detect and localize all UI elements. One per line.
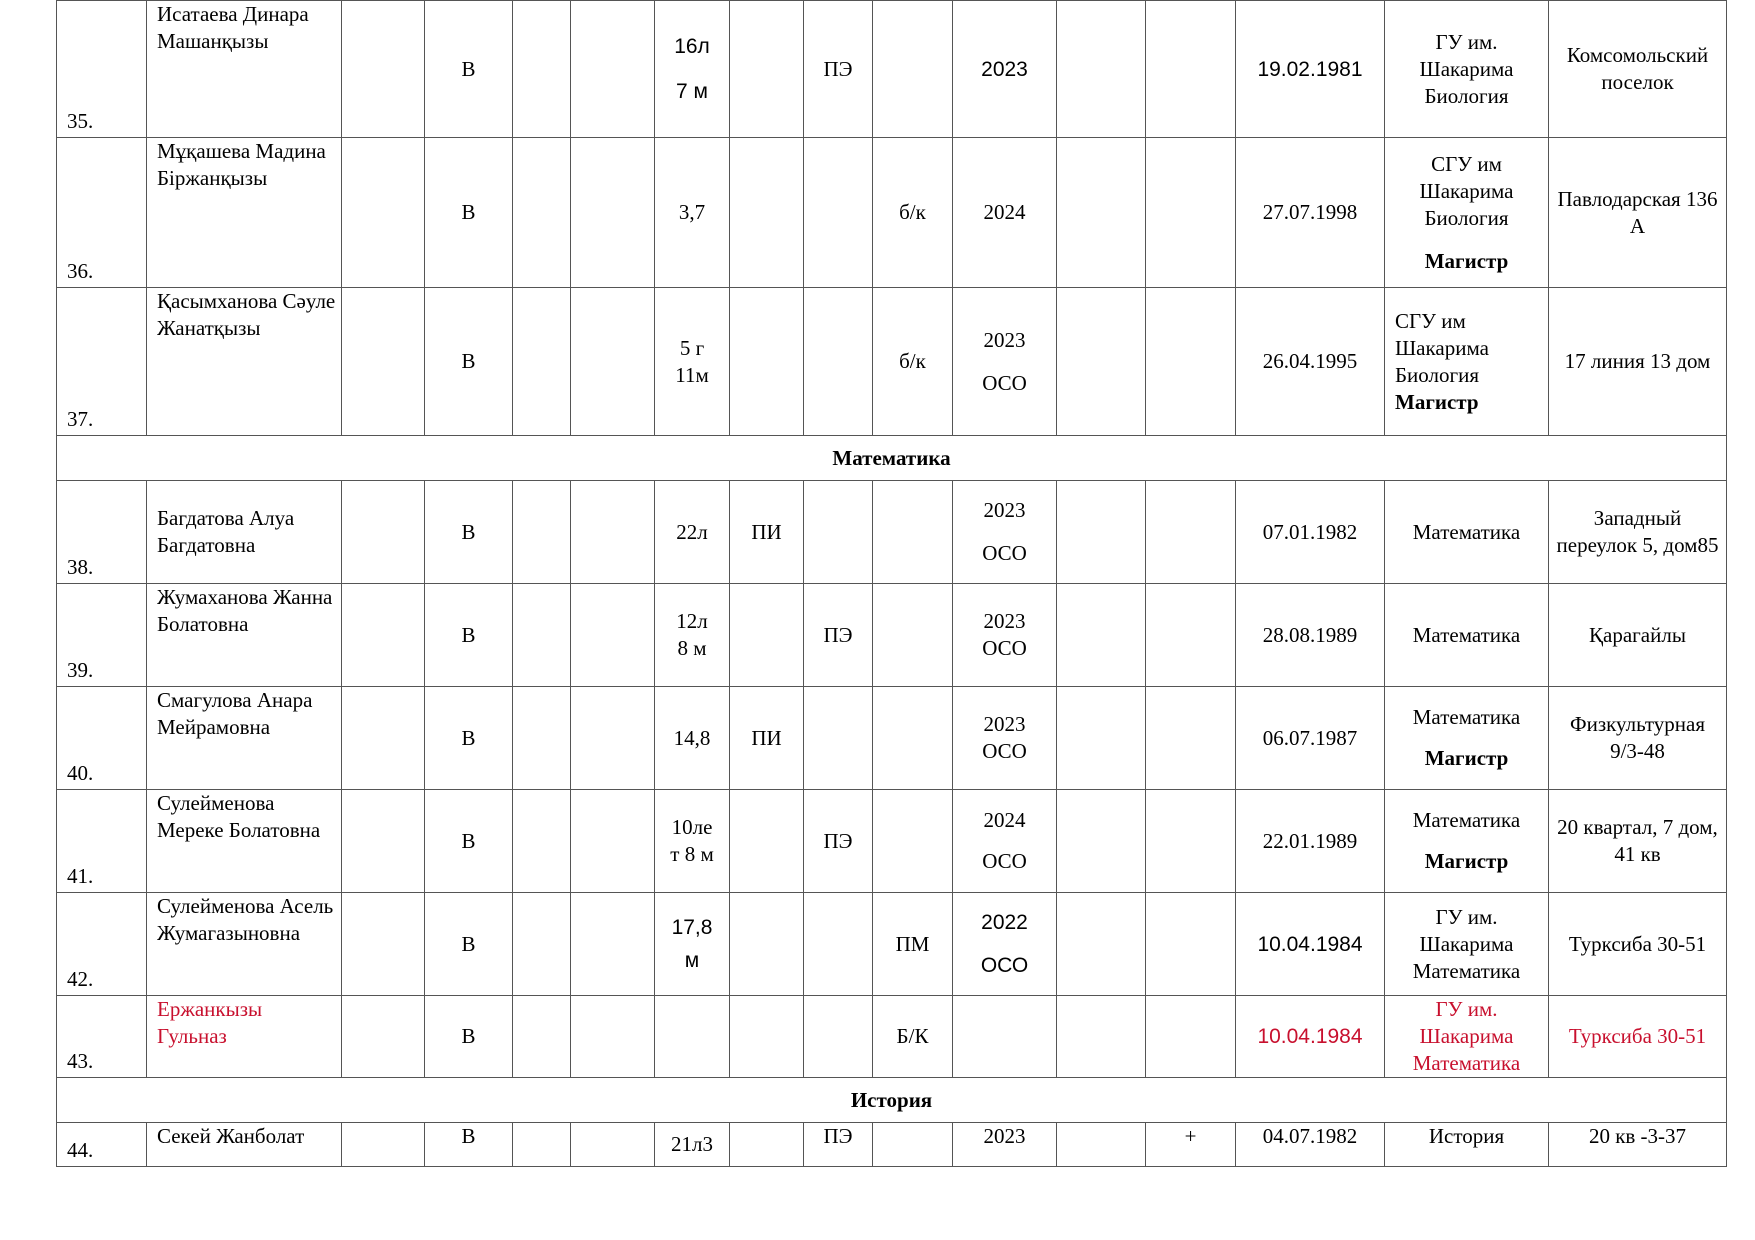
row-number: 44. [57, 1123, 147, 1167]
empty-cell [1057, 1, 1146, 138]
empty-cell [513, 893, 571, 996]
mark-cell [1146, 481, 1236, 584]
address-cell: Физкультурная 9/3-48 [1549, 687, 1727, 790]
experience-cell: 12л 8 м [655, 584, 730, 687]
attestation-year-cell: 2023 ОСО [953, 584, 1057, 687]
birth-date-cell: 06.07.1987 [1236, 687, 1385, 790]
section-heading-history: История [57, 1078, 1727, 1123]
education-cell: История [1385, 1123, 1549, 1167]
education-cell: Математика Магистр [1385, 687, 1549, 790]
empty-cell [1057, 288, 1146, 436]
category-cell: В [425, 893, 513, 996]
table-row [57, 790, 1727, 893]
address-cell: Қарагайлы [1549, 584, 1727, 687]
empty-cell [571, 1, 655, 138]
category-cell: В [425, 996, 513, 1078]
empty-cell [342, 1, 425, 138]
empty-cell [342, 996, 425, 1078]
section-row [57, 436, 1727, 481]
section-heading-math: Математика [57, 436, 1727, 481]
attestation-year-cell: 2023 [953, 1123, 1057, 1167]
pe-cell: ПЭ [804, 584, 873, 687]
empty-cell [513, 1, 571, 138]
mark-cell [1146, 687, 1236, 790]
address-cell: Павлодарская 136 А [1549, 138, 1727, 288]
education-cell: ГУ им. Шакарима Математика [1385, 893, 1549, 996]
bk-cell [873, 481, 953, 584]
row-number: 43. [57, 996, 147, 1078]
bk-cell [873, 584, 953, 687]
category-cell: В [425, 481, 513, 584]
empty-cell [1057, 893, 1146, 996]
mark-cell [1146, 893, 1236, 996]
table-row [57, 481, 1727, 584]
degree-label: Магистр [1424, 849, 1509, 873]
degree-label: Магистр [1395, 389, 1479, 414]
category-cell: В [425, 138, 513, 288]
row-number: 37. [57, 288, 147, 436]
empty-cell [571, 584, 655, 687]
teacher-name: Мұқашева Мадина Біржанқызы [147, 138, 342, 288]
category-cell: В [425, 1, 513, 138]
category-cell: В [425, 1123, 513, 1167]
experience-cell: 17,8 м [655, 893, 730, 996]
address-cell: Турксиба 30-51 [1549, 893, 1727, 996]
pi-cell [730, 1, 804, 138]
degree-label: Магистр [1424, 248, 1509, 273]
education-cell: ГУ им. Шакарима Математика [1385, 996, 1549, 1078]
empty-cell [342, 893, 425, 996]
mark-cell [1146, 996, 1236, 1078]
staff-table-sheet [56, 0, 1726, 1167]
address-cell: 20 квартал, 7 дом, 41 кв [1549, 790, 1727, 893]
row-number: 35. [57, 1, 147, 138]
empty-cell [342, 288, 425, 436]
pi-cell [730, 288, 804, 436]
birth-date-cell: 04.07.1982 [1236, 1123, 1385, 1167]
mark-cell [1146, 1, 1236, 138]
table-row [57, 584, 1727, 687]
experience-cell: 3,7 [655, 138, 730, 288]
empty-cell [513, 996, 571, 1078]
experience-cell: 21л3 [655, 1123, 730, 1167]
bk-cell: б/к [873, 138, 953, 288]
empty-cell [342, 138, 425, 288]
empty-cell [571, 996, 655, 1078]
row-number: 42. [57, 893, 147, 996]
empty-cell [513, 584, 571, 687]
address-cell: 20 кв -3-37 [1549, 1123, 1727, 1167]
pe-cell [804, 288, 873, 436]
experience-cell: 22л [655, 481, 730, 584]
birth-date-cell: 22.01.1989 [1236, 790, 1385, 893]
table-row [57, 893, 1727, 996]
attestation-year-cell [953, 996, 1057, 1078]
bk-cell [873, 687, 953, 790]
empty-cell [342, 687, 425, 790]
pi-cell [730, 1123, 804, 1167]
teacher-name: Сулейменова Мереке Болатовна [147, 790, 342, 893]
pe-cell [804, 687, 873, 790]
row-number: 41. [57, 790, 147, 893]
bk-cell [873, 790, 953, 893]
pe-cell: ПЭ [804, 790, 873, 893]
empty-cell [1057, 584, 1146, 687]
birth-date-cell: 10.04.1984 [1236, 893, 1385, 996]
pe-cell: ПЭ [804, 1123, 873, 1167]
birth-date-cell: 10.04.1984 [1236, 996, 1385, 1078]
birth-date-cell: 26.04.1995 [1236, 288, 1385, 436]
table-row [57, 138, 1727, 288]
empty-cell [513, 481, 571, 584]
mark-cell [1146, 584, 1236, 687]
empty-cell [1057, 790, 1146, 893]
address-cell: Западный переулок 5, дом85 [1549, 481, 1727, 584]
table-row [57, 687, 1727, 790]
education-cell: СГУ им Шакарима Биология Магистр [1385, 288, 1549, 436]
category-cell: В [425, 584, 513, 687]
degree-label: Магистр [1424, 746, 1509, 770]
row-number: 36. [57, 138, 147, 288]
pi-cell: ПИ [730, 481, 804, 584]
bk-cell [873, 1123, 953, 1167]
empty-cell [1057, 687, 1146, 790]
empty-cell [1057, 138, 1146, 288]
attestation-year-cell: 2024 [953, 138, 1057, 288]
pi-cell [730, 996, 804, 1078]
education-cell: Математика [1385, 584, 1549, 687]
empty-cell [571, 893, 655, 996]
pe-cell [804, 138, 873, 288]
empty-cell [342, 584, 425, 687]
empty-cell [1057, 1123, 1146, 1167]
bk-cell: ПМ [873, 893, 953, 996]
empty-cell [571, 790, 655, 893]
pi-cell: ПИ [730, 687, 804, 790]
empty-cell [571, 1123, 655, 1167]
address-cell: Комсомольский поселок [1549, 1, 1727, 138]
education-cell: СГУ им Шакарима Биология Магистр [1385, 138, 1549, 288]
education-cell: ГУ им. Шакарима Биология [1385, 1, 1549, 138]
table-row [57, 288, 1727, 436]
category-cell: В [425, 288, 513, 436]
birth-date-cell: 28.08.1989 [1236, 584, 1385, 687]
empty-cell [342, 1123, 425, 1167]
experience-cell: 5 г 11м [655, 288, 730, 436]
row-number: 40. [57, 687, 147, 790]
empty-cell [571, 687, 655, 790]
mark-cell [1146, 790, 1236, 893]
education-cell: Математика [1385, 481, 1549, 584]
empty-cell [571, 138, 655, 288]
attestation-year-cell: 2022 ОСО [953, 893, 1057, 996]
teacher-name: Исатаева Динара Машанқызы [147, 1, 342, 138]
attestation-year-cell: 2023 ОСО [953, 687, 1057, 790]
attestation-year-cell: 2023 ОСО [953, 481, 1057, 584]
pe-cell [804, 481, 873, 584]
empty-cell [513, 1123, 571, 1167]
mark-cell: + [1146, 1123, 1236, 1167]
empty-cell [342, 790, 425, 893]
empty-cell [513, 687, 571, 790]
teacher-name: Қасымханова Сәуле Жанатқызы [147, 288, 342, 436]
birth-date-cell: 19.02.1981 [1236, 1, 1385, 138]
mark-cell [1146, 288, 1236, 436]
empty-cell [1057, 481, 1146, 584]
bk-cell: Б/К [873, 996, 953, 1078]
category-cell: В [425, 687, 513, 790]
table-row-highlighted [57, 996, 1727, 1078]
teacher-name: Багдатова Алуа Багдатовна [147, 481, 342, 584]
teacher-name: Жумаханова Жанна Болатовна [147, 584, 342, 687]
category-cell: В [425, 790, 513, 893]
experience-cell: 16л 7 м [655, 1, 730, 138]
bk-cell: б/к [873, 288, 953, 436]
pe-cell: ПЭ [804, 1, 873, 138]
pi-cell [730, 584, 804, 687]
pi-cell [730, 790, 804, 893]
bk-cell [873, 1, 953, 138]
experience-cell: 10ле т 8 м [655, 790, 730, 893]
address-cell: 17 линия 13 дом [1549, 288, 1727, 436]
attestation-year-cell: 2024 ОСО [953, 790, 1057, 893]
row-number: 39. [57, 584, 147, 687]
experience-cell: 14,8 [655, 687, 730, 790]
empty-cell [571, 288, 655, 436]
table-row [57, 1, 1727, 138]
birth-date-cell: 27.07.1998 [1236, 138, 1385, 288]
education-cell: Математика Магистр [1385, 790, 1549, 893]
empty-cell [342, 481, 425, 584]
staff-table [56, 0, 1727, 1167]
empty-cell [1057, 996, 1146, 1078]
pi-cell [730, 893, 804, 996]
table-row [57, 1123, 1727, 1167]
row-number: 38. [57, 481, 147, 584]
pe-cell [804, 893, 873, 996]
birth-date-cell: 07.01.1982 [1236, 481, 1385, 584]
empty-cell [513, 138, 571, 288]
pi-cell [730, 138, 804, 288]
teacher-name: Секей Жанболат [147, 1123, 342, 1167]
pe-cell [804, 996, 873, 1078]
teacher-name: Смагулова Анара Мейрамовна [147, 687, 342, 790]
teacher-name: Ержанкызы Гульназ [147, 996, 342, 1078]
mark-cell [1146, 138, 1236, 288]
attestation-year-cell: 2023 ОСО [953, 288, 1057, 436]
attestation-year-cell: 2023 [953, 1, 1057, 138]
experience-cell [655, 996, 730, 1078]
address-cell: Турксиба 30-51 [1549, 996, 1727, 1078]
teacher-name: Сулейменова Асель Жумагазыновна [147, 893, 342, 996]
empty-cell [513, 790, 571, 893]
empty-cell [571, 481, 655, 584]
empty-cell [513, 288, 571, 436]
section-row [57, 1078, 1727, 1123]
